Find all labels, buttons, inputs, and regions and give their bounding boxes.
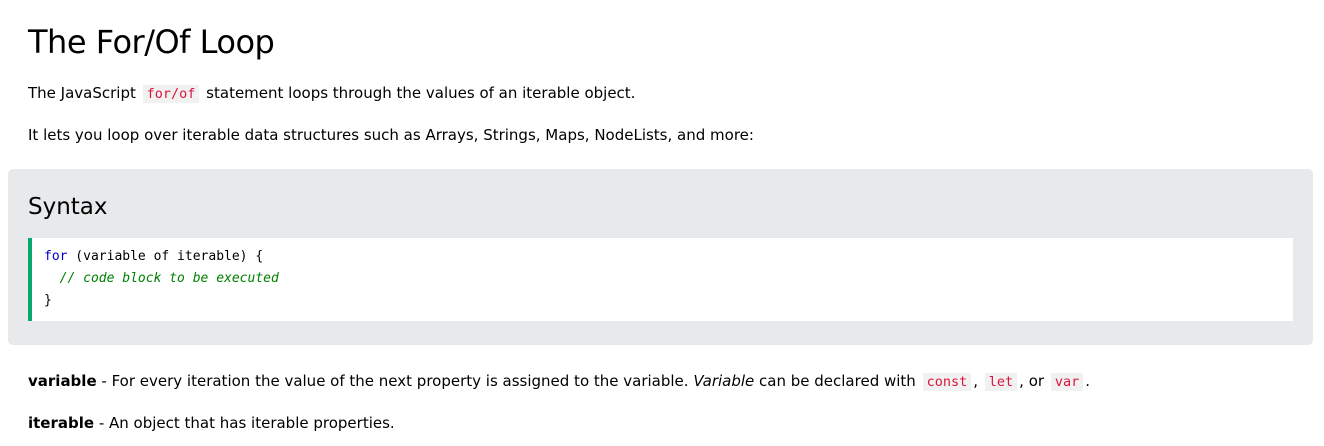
iterable-text: - An object that has iterable properties. [94,414,395,432]
code-line-1 [44,246,1293,268]
code-keyword-for: for [44,249,68,264]
inline-code-let: let [985,373,1017,391]
variable-term: variable [28,372,97,390]
intro-suffix: statement loops through the values of an iterable object. [201,84,636,102]
iterable-description [28,412,395,434]
variable-italic: Variable [693,372,755,390]
code-line-3: } [44,293,52,308]
page-title: The For/Of Loop [28,23,275,61]
variable-text-1: - For every iteration the value of the next property is assigned to the variable. [96,372,694,390]
intro-paragraph [28,82,635,105]
syntax-code-block[interactable] [28,238,1293,321]
intro-prefix: The JavaScript [28,84,141,102]
code-comment: // code block to be executed [59,271,279,286]
iterable-term: iterable [28,414,95,432]
variable-sep-2: , or [1019,372,1049,390]
code-line-2 [44,268,1293,290]
inline-code-const: const [923,373,972,391]
variable-text-2: can be declared with [754,372,921,390]
inline-code-for-of: for/of [143,85,200,103]
code-line-1-rest: (variable of iterable) { [67,249,264,264]
variable-description [28,370,1090,393]
inline-code-var: var [1051,373,1083,391]
variable-end: . [1085,372,1090,390]
variable-sep-1: , [973,372,983,390]
intro-paragraph-2: It lets you loop over iterable data structures such as Arrays, Strings, Maps, NodeLists, and more: [28,126,754,144]
syntax-heading: Syntax [28,194,108,220]
syntax-panel [8,169,1313,345]
code-indent [44,271,60,286]
